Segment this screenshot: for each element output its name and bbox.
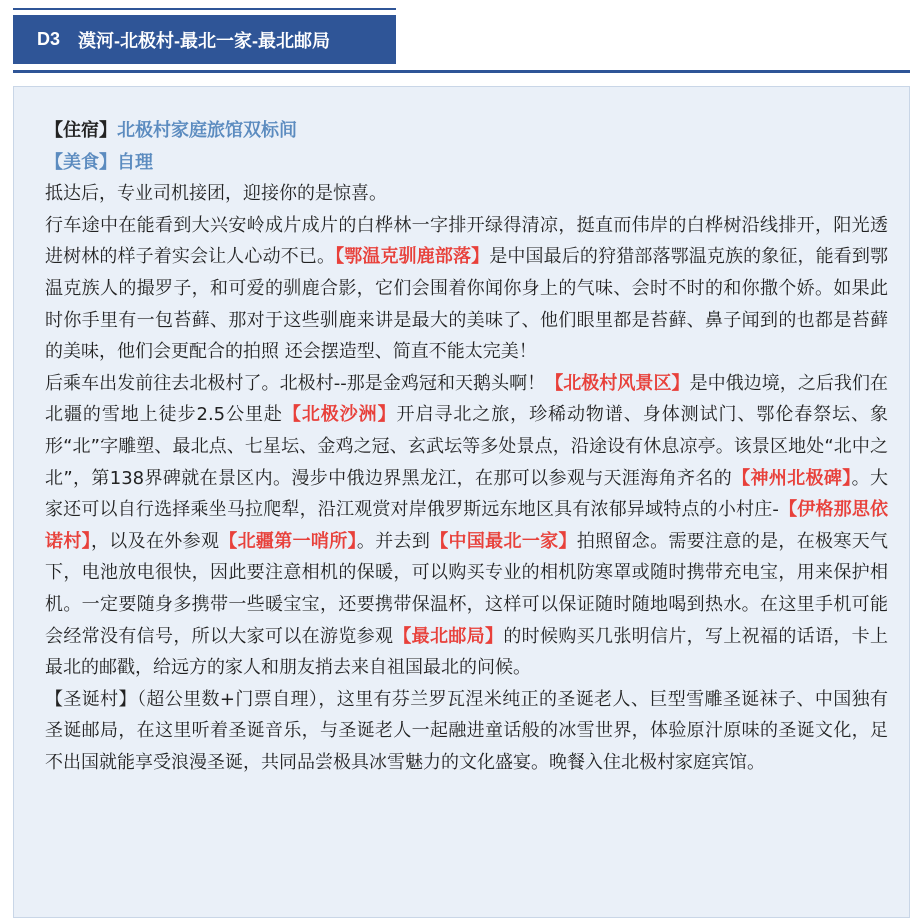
meals-value: 自理 (117, 151, 153, 173)
text-segment: 是中国最后的狩猎部落鄂温克族的象征，能看到鄂温克族人的撮罗子，和可爱的驯鹿合影，它们会围着你闻你身上的气味、会时不时的和你撒个娇。如果此时你手里有一包苔藓、那对于这些驯鹿来讲是最大的美味了、他们眼里都是苔藓、鼻子闻到的也都是苔藓的美味，他们会更配合的拍照 还会摆造型、简直不能太完美！ (45, 246, 889, 363)
highlight-ignashino-village: 【伊格那思依诺村】 (45, 499, 888, 552)
text-segment: 是中俄边境，之后我们在北疆的雪地上徒步2.5公里赴 (45, 372, 889, 426)
highlight-first-sentry-post: 【北疆第一哨所】 (219, 530, 357, 552)
itinerary-text (45, 115, 888, 778)
paragraph-arrival: 抵达后，专业司机接团，迎接你的是惊喜。 (45, 183, 387, 205)
paragraph-reindeer (45, 210, 888, 368)
highlight-arctic-village-scenic: 【北极村风景区】 (545, 372, 690, 394)
meals-label: 【美食】 (45, 151, 117, 173)
day-divider (13, 70, 910, 73)
highlight-northernmost-post-office: 【最北邮局】 (393, 625, 504, 647)
highlight-northernmost-home: 【中国最北一家】 (430, 530, 577, 552)
accommodation-label: 【住宿】 (45, 120, 117, 141)
day-banner (13, 15, 396, 64)
paragraph-christmas-village (45, 684, 888, 779)
accommodation-line (45, 115, 888, 147)
day-code: D3 (37, 29, 61, 49)
christmas-village-label: 【圣诞村】 (45, 688, 137, 710)
text-segment: ，以及在外参观 (90, 530, 220, 552)
accommodation-value: 北极村家庭旅馆双标间 (117, 120, 297, 141)
text-segment: 开启寻北之旅，珍稀动物谱、身体测试门、鄂伦春祭坛、象形“北”字雕塑、最北点、七星坛、金鸡之冠、玄武坛等多处景点，沿途设有休息凉亭。该景区地处“北中之北”，第138界碑就在景区内。漫步中俄边界黑龙江，在那可以参观与天涯海角齐名的 (45, 404, 889, 489)
text-segment: 。大家还可以自行选择乘坐马拉爬犁，沿江观赏对岸俄罗斯远东地区具有浓郁异域特点的小村庄- (45, 467, 889, 521)
text-segment: （超公里数+门票自理），这里有芬兰罗瓦涅米纯正的圣诞老人、巨型雪雕圣诞袜子、中国独有圣诞邮局，在这里听着圣诞音乐，与圣诞老人一起融进童话般的冰雪世界，体验原汁原味的圣诞文化，足不出国就能享受浪漫圣诞，共同品尝极具冰雪魅力的文化盛宴。晚餐入住北极村家庭宾馆。 (45, 688, 889, 773)
text-segment: 拍照留念。需要注意的是，在极寒天气下，电池放电很快，因此要注意相机的保暖，可以购买专业的相机防寒罩或随时携带充电宝，用来保护相机。一定要随身多携带一些暖宝宝，还要携带保温杯，这样可以保证随时随地喝到热水。在这里手机可能会经常没有信号，所以大家可以在游览参观 (45, 530, 889, 647)
text-segment: 行车途中在能看到大兴安岭成片成片的白桦林一字排开绿得清凉，挺直而伟岸的白桦树沿线排开，阳光透进树林的样子着实会让人心动不已。 (45, 214, 888, 268)
highlight-shenzhou-monument: 【神州北极碑】 (732, 467, 852, 489)
text-segment: 。并去到 (356, 530, 431, 552)
text-segment: 后乘车出发前往去北极村了。北极村--那是金鸡冠和天鹅头啊！ (45, 372, 546, 394)
text-segment: 的时候购买几张明信片，写上祝福的话语，卡上最北的邮戳，给远方的家人和朋友捎去来自祖国最北的问候。 (45, 625, 889, 679)
day-route-title: 漠河-北极村-最北一家-最北邮局 (78, 30, 330, 51)
paragraph-arctic-village (45, 368, 888, 684)
highlight-arctic-sandbar: 【北极沙洲】 (282, 404, 397, 426)
top-rule (13, 8, 396, 10)
meals-line (45, 147, 888, 179)
highlight-evenki-reindeer: 【鄂温克驯鹿部落】 (335, 246, 490, 268)
